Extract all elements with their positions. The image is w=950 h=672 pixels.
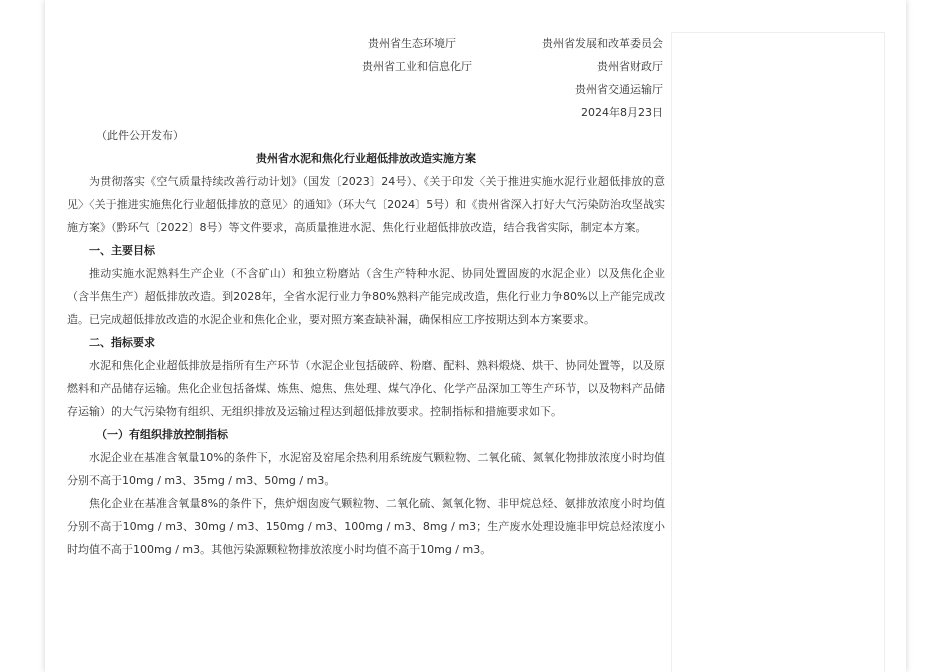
signature-row [67, 55, 665, 78]
section-heading: 二、指标要求 [89, 336, 155, 349]
signature-row [67, 101, 665, 124]
subsection-heading: （一）有组织排放控制指标 [96, 428, 228, 441]
cement-limits-paragraph: 水泥企业在基准含氧量10%的条件下，水泥窑及窑尾余热利用系统废气颗粒物、二氧化硫、氮氧化物排放浓度小时均值分别不高于10mg / m3、35mg / m3、50mg / m3。 [67, 451, 665, 487]
section-paragraph: 推动实施水泥熟料生产企业（不含矿山）和独立粉磨站（含生产特种水泥、协同处置固废的水泥企业）以及焦化企业（含半焦生产）超低排放改造。到2028年，全省水泥行业力争80%熟料产能完成改造，焦化行业力争80%以上产能完成改造。已完成超低排放改造的水泥企业和焦化企业，要对照方案查缺补漏，确保相应工序按期达到本方案要求。 [67, 267, 665, 326]
section-heading: 一、主要目标 [89, 244, 155, 257]
signature-row [67, 32, 665, 55]
signature-right: 贵州省发展和改革委员会 [542, 37, 663, 50]
signature-left: 贵州省生态环境厅 [368, 37, 456, 50]
intro-paragraph: 为贯彻落实《空气质量持续改善行动计划》（国发〔2023〕24号）、《关于印发〈关于推进实施水泥行业超低排放的意见〉〈关于推进实施焦化行业超低排放的意见〉的通知》（环大气〔2024〕5号）和《贵州省深入打好大气污染防治攻坚战实施方案》（黔环气〔2022〕8号）等文件要求，高质量推进水泥、焦化行业超低排放改造，结合我省实际，制定本方案。 [67, 175, 665, 234]
signature-row [67, 78, 665, 101]
signature-right: 贵州省交通运输厅 [575, 83, 663, 96]
article-body [67, 32, 665, 561]
coking-limits-paragraph: 焦化企业在基准含氧量8%的条件下，焦炉烟囱废气颗粒物、二氧化硫、氮氧化物、非甲烷总烃、氨排放浓度小时均值分别不高于10mg / m3、30mg / m3、150mg / m3、100mg / m3、8mg / m3；生产废水处理设施非甲烷总烃浓度小时均值不高于100mg / m3。其他污染源颗粒物排放浓度小时均值不高于10mg / m3。 [67, 497, 665, 556]
signature-left: 贵州省工业和信息化厅 [362, 60, 472, 73]
publish-note: （此件公开发布） [96, 129, 184, 142]
right-sidebar [671, 32, 885, 672]
document-title: 贵州省水泥和焦化行业超低排放改造实施方案 [256, 152, 476, 165]
signature-date: 2024年8月23日 [581, 106, 663, 119]
section-paragraph: 水泥和焦化企业超低排放是指所有生产环节（水泥企业包括破碎、粉磨、配料、熟料煅烧、烘干、协同处置等，以及原燃料和产品储存运输。焦化企业包括备煤、炼焦、熄焦、焦处理、煤气净化、化学产品深加工等生产环节，以及物料产品储存运输）的大气污染物有组织、无组织排放及运输过程达到超低排放要求。控制指标和措施要求如下。 [67, 359, 665, 418]
signature-right: 贵州省财政厅 [597, 60, 663, 73]
